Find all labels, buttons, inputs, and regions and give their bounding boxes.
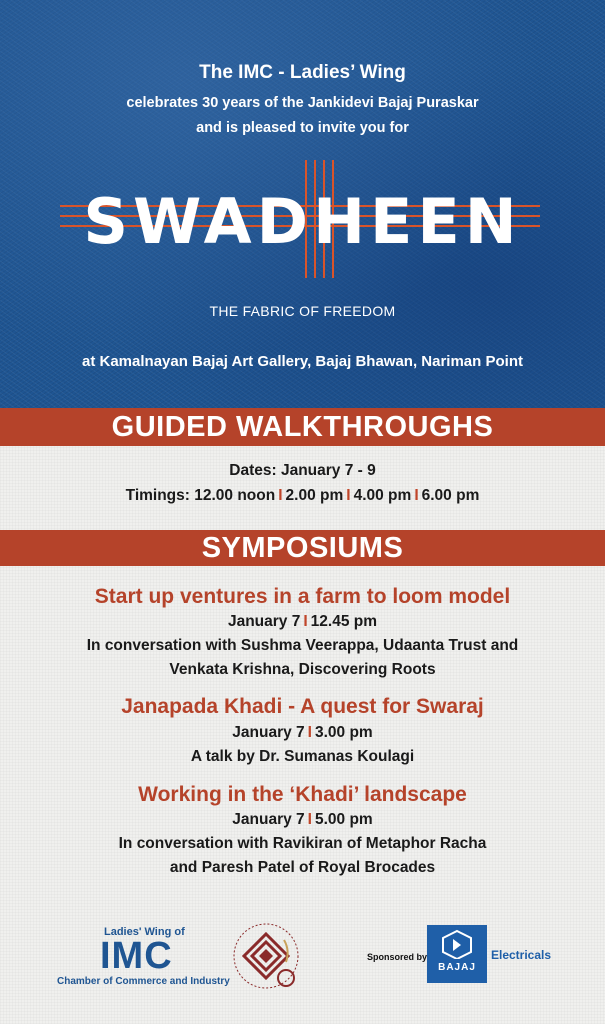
timing: 2.00 pm [285, 487, 344, 504]
symposium-desc: In conversation with Ravikiran of Metaphor Racha [118, 835, 487, 852]
timings-label: Timings: [125, 487, 190, 504]
symposium-datetime [0, 613, 605, 631]
symposium-title: Start up ventures in a farm to loom model [94, 585, 511, 608]
timing: 6.00 pm [421, 487, 480, 504]
imc-logo-sub: Chamber of Commerce and Industry [57, 976, 230, 987]
walkthroughs-heading: GUIDED WALKTHROUGHS [0, 408, 605, 446]
invite-line: and is pleased to invite you for [196, 120, 409, 136]
timing: 12.00 noon [194, 487, 276, 504]
walkthrough-timings [0, 487, 605, 505]
electricals-wordmark: Electricals [491, 948, 552, 962]
bajaj-wordmark: BAJAJ [438, 962, 476, 973]
timing: 4.00 pm [353, 487, 412, 504]
symposium-time: 5.00 pm [314, 811, 373, 828]
separator: I [307, 811, 312, 828]
separator: I [414, 487, 419, 504]
symposium-date: January 7 [232, 724, 305, 741]
symposium-desc: and Paresh Patel of Royal Brocades [169, 859, 436, 876]
symposium-datetime [0, 811, 605, 829]
denim-header [0, 0, 605, 408]
symposiums-heading: SYMPOSIUMS [0, 530, 605, 566]
symposium-time: 12.45 pm [310, 613, 378, 630]
bajaj-logo [427, 925, 487, 983]
symposium-time: 3.00 pm [314, 724, 373, 741]
symposium-date: January 7 [232, 811, 305, 828]
symposium-title: Working in the ‘Khadi’ landscape [138, 783, 467, 806]
bajaj-hexagon-icon [427, 925, 487, 959]
symposium-date: January 7 [227, 613, 301, 630]
separator: I [307, 724, 312, 741]
symposium-desc: Venkata Krishna, Discovering Roots [169, 661, 436, 678]
symposium-desc: In conversation with Sushma Veerappa, Udaanta Trust and [86, 637, 519, 654]
walkthrough-dates: Dates: January 7 - 9 [229, 462, 376, 479]
symposium-desc: A talk by Dr. Sumanas Koulagi [190, 748, 415, 765]
tagline: THE FABRIC OF FREEDOM [209, 303, 396, 319]
venue: at Kamalnayan Bajaj Art Gallery, Bajaj Bhawan, Nariman Point [82, 353, 523, 370]
event-title: SWADHEEN [83, 185, 522, 258]
separator: I [278, 487, 283, 504]
separator: I [303, 613, 308, 630]
separator: I [346, 487, 351, 504]
celebration-line: celebrates 30 years of the Jankidevi Bajaj Puraskar [126, 95, 479, 111]
imc-logo: IMC [100, 935, 173, 977]
puraskar-emblem-icon [228, 918, 304, 994]
sponsored-by: Sponsored by [367, 952, 428, 962]
symposium-datetime [0, 724, 605, 742]
swadheen-logo [0, 155, 605, 285]
imc-logo-top: Ladies' Wing of [104, 926, 185, 938]
symposium-title: Janapada Khadi - A quest for Swaraj [121, 695, 484, 718]
host-line: The IMC - Ladies’ Wing [199, 62, 406, 83]
